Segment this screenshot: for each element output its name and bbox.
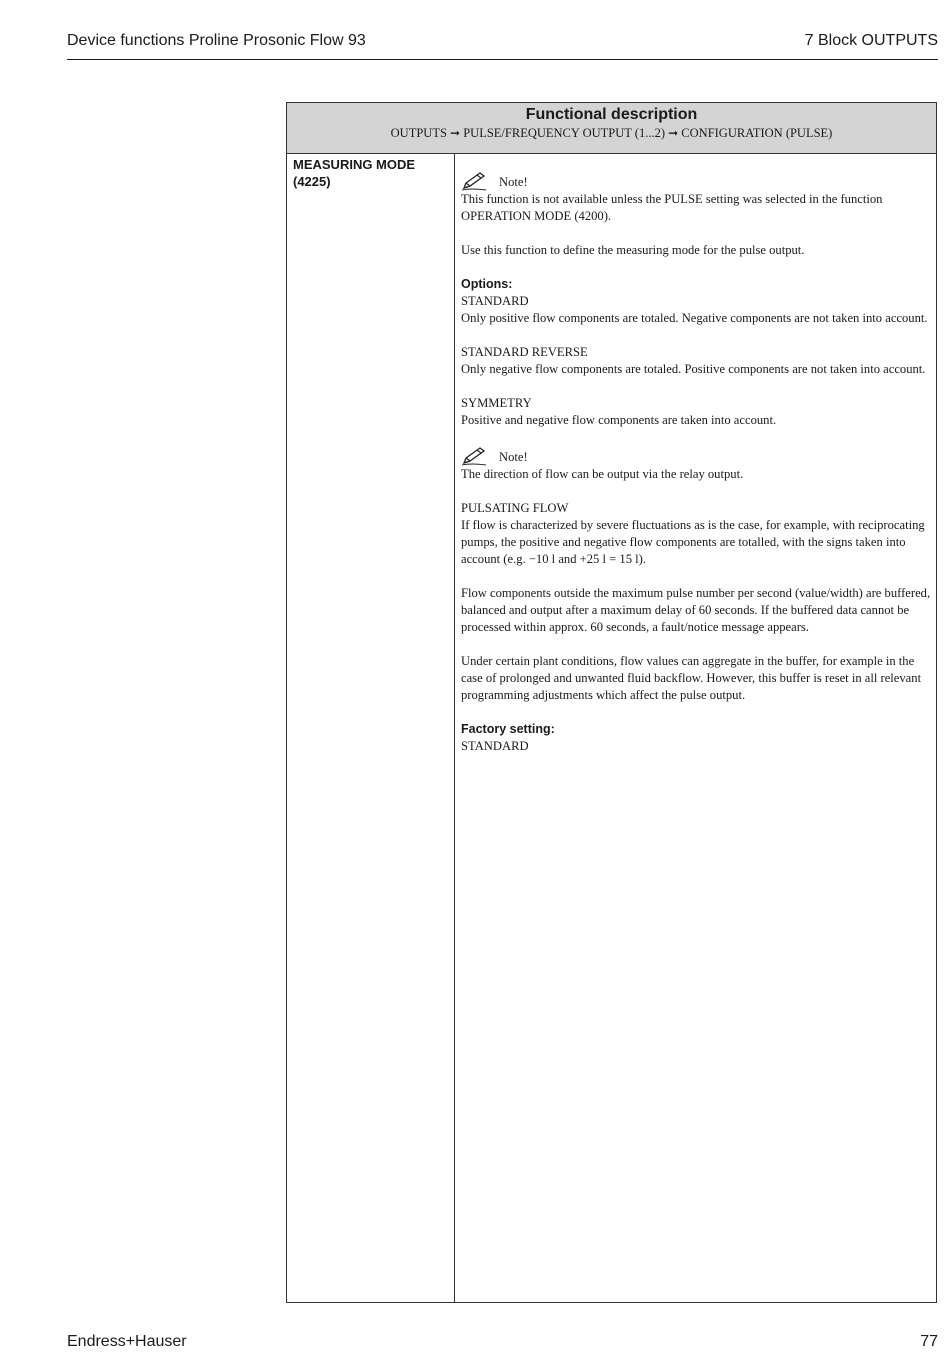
note-label: Note! — [499, 175, 528, 189]
note-heading — [461, 446, 931, 466]
option-text-standard-reverse: Only negative flow components are totaled. Positive components are not taken into account. — [461, 362, 926, 376]
option-text-symmetry: Positive and negative flow components are taken into account. — [461, 413, 777, 427]
note-text: The direction of flow can be output via the relay output. — [461, 467, 744, 481]
options-label: Options: — [461, 277, 513, 291]
intro-text: Use this function to define the measuring mode for the pulse output. — [461, 243, 805, 257]
pencil-note-icon — [461, 171, 487, 191]
option-text-standard: Only positive flow components are totaled. Negative components are not taken into account. — [461, 311, 928, 325]
option-name-standard-reverse: STANDARD REVERSE — [461, 345, 588, 359]
option-text-pulsating-flow: If flow is characterized by severe fluctuations as is the case, for example, with reciprocating pumps, the positive and negative flow components are totalled, with the signs taken into account (e.g. −10 l and +25 l = 15 l). — [461, 518, 925, 566]
header-document-title: Device functions Proline Prosonic Flow 93 — [67, 32, 366, 49]
note-label: Note! — [499, 450, 528, 464]
function-code: (4225) — [293, 174, 331, 189]
factory-setting-label: Factory setting: — [461, 722, 555, 736]
note-heading — [461, 171, 931, 191]
description-cell — [461, 171, 931, 755]
table-header — [287, 103, 936, 154]
arrow-icon: ➞ — [668, 126, 679, 140]
option-name-standard: STANDARD — [461, 294, 529, 308]
table-title: Functional description — [525, 106, 698, 123]
page-header — [67, 30, 938, 60]
pencil-note-icon — [461, 446, 487, 466]
plant-conditions-paragraph: Under certain plant conditions, flow values can aggregate in the buffer, for example in the case of prolonged and unwanted fluid backflow. However, this buffer is reset in all relevant programming adjustments which affect the pulse output. — [461, 654, 922, 702]
header-section-title: 7 Block OUTPUTS — [804, 32, 938, 49]
path-pulse-frequency-output: PULSE/FREQUENCY OUTPUT (1...2) — [463, 126, 665, 140]
function-name-cell — [293, 156, 448, 190]
footer-brand: Endress+Hauser — [67, 1333, 187, 1350]
column-divider — [454, 153, 455, 1302]
option-name-pulsating-flow: PULSATING FLOW — [461, 501, 569, 515]
menu-path — [287, 126, 936, 141]
factory-setting-value: STANDARD — [461, 739, 529, 753]
function-name: MEASURING MODE — [293, 157, 416, 172]
functional-description-table — [286, 102, 937, 1303]
buffer-paragraph: Flow components outside the maximum pulse number per second (value/width) are buffered, balanced and output after a maximum delay of 60 seconds. If the buffered data cannot be processed within approx. 60 seconds, a fault/notice message appears. — [461, 586, 931, 634]
path-configuration-pulse: CONFIGURATION (PULSE) — [681, 126, 833, 140]
arrow-icon: ➞ — [450, 126, 461, 140]
path-outputs: OUTPUTS — [390, 126, 447, 140]
note-text: This function is not available unless the PULSE setting was selected in the function OPERATION MODE (4200). — [461, 192, 883, 223]
option-name-symmetry: SYMMETRY — [461, 396, 532, 410]
page-number: 77 — [920, 1333, 938, 1350]
